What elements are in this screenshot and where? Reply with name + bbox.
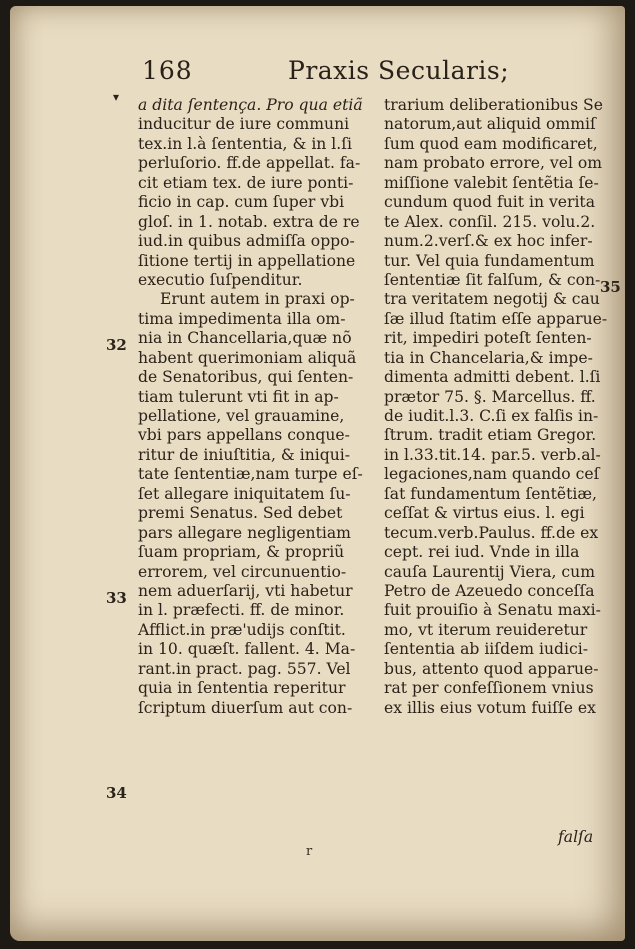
text-line: in l. præfecti. ff. de minor. bbox=[138, 601, 345, 620]
text-line: nem aduerſarij, vti habetur bbox=[138, 581, 353, 600]
text-line: tra veritatem negotij & cau bbox=[384, 290, 600, 309]
text-line: iud.in quibus admiſſa oppo- bbox=[138, 232, 355, 251]
page-number: 168 bbox=[142, 56, 193, 85]
text-line: ſententia ab iiſdem iudici- bbox=[384, 640, 589, 659]
text-line: pars allegare negligentiam bbox=[138, 523, 351, 542]
text-line: te Alex. conſil. 215. volu.2. bbox=[384, 212, 596, 231]
text-line: ſuam propriam, & propriũ bbox=[138, 543, 345, 562]
signature-mark: r bbox=[306, 844, 313, 859]
text-line: tecum.verb.Paulus. ff.de ex bbox=[384, 523, 599, 542]
text-line: ſum quod eam modificaret, bbox=[384, 134, 598, 153]
text-line: miſſione valebit ſentẽtia ſe- bbox=[384, 173, 599, 192]
text-line: ſententiæ ſit falſum, & con- bbox=[384, 270, 601, 289]
book-page bbox=[10, 6, 625, 941]
text-line: ſet allegare iniquitatem ſu- bbox=[138, 484, 351, 503]
text-line: in 10. quæſt. fallent. 4. Ma- bbox=[138, 640, 356, 659]
text-line: trarium deliberationibus Se bbox=[384, 96, 603, 114]
text-line: cauſa Laurentij Viera, cum bbox=[384, 562, 595, 581]
right-column bbox=[384, 96, 614, 718]
text-line: prætor 75. §. Marcellus. ff. bbox=[384, 387, 596, 406]
text-line: ſitione tertij in appellatione bbox=[138, 251, 356, 270]
text-line: de Senatoribus, qui ſenten- bbox=[138, 368, 354, 387]
catchword: falſa bbox=[558, 828, 594, 846]
text-line: cundum quod fuit in verita bbox=[384, 193, 595, 212]
text-line: nia in Chancellaria,quæ nõ bbox=[138, 329, 352, 348]
text-line: tate ſententiæ,nam turpe eſ- bbox=[138, 465, 363, 484]
text-line: tiam tulerunt vti fit in ap- bbox=[138, 387, 339, 406]
text-line: tex.in l.à ſententia, & in l.ſi bbox=[138, 134, 353, 153]
text-line: bus, attento quod apparue- bbox=[384, 659, 599, 678]
text-line: fuit prouiſio à Senatu maxi- bbox=[384, 601, 601, 620]
margin-number-32: 32 bbox=[106, 336, 127, 354]
text-line: rant.in pract. pag. 557. Vel bbox=[138, 659, 351, 678]
text-line: natorum,aut aliquid ommiſ bbox=[384, 115, 596, 134]
text-line: rit, impediri poteſt ſenten- bbox=[384, 329, 592, 348]
text-line: rat per confeſſionem vnius bbox=[384, 679, 594, 698]
margin-number-33: 33 bbox=[106, 589, 127, 607]
text-line: tia in Chancelaria,& impe- bbox=[384, 348, 593, 367]
text-line: num.2.verſ.& ex hoc infer- bbox=[384, 232, 593, 251]
text-line: ſcriptum diuerſum aut con- bbox=[138, 698, 353, 717]
text-line: cit etiam tex. de iure ponti- bbox=[138, 173, 354, 192]
running-title: Praxis Secularis; bbox=[288, 56, 510, 85]
text-line: Afflict.in præ'udijs conſtit. bbox=[138, 620, 346, 639]
text-line: tima impedimenta illa om- bbox=[138, 309, 346, 328]
text-line: cept. rei iud. Vnde in illa bbox=[384, 543, 580, 562]
text-line: ceſſat & virtus eius. l. egi bbox=[384, 504, 585, 523]
margin-number-34: 34 bbox=[106, 784, 127, 802]
corner-mark: ▾ bbox=[113, 90, 120, 104]
text-line: errorem, vel circunuentio- bbox=[138, 562, 347, 581]
text-line: legaciones,nam quando ceſ bbox=[384, 465, 600, 484]
page-header bbox=[10, 48, 625, 88]
text-line: a dita ſentença. Pro qua etiã bbox=[138, 96, 363, 114]
text-line: vbi pars appellans conque- bbox=[138, 426, 350, 445]
text-line: gloſ. in 1. notab. extra de re bbox=[138, 212, 360, 231]
text-line: executio ſuſpenditur. bbox=[138, 270, 303, 289]
text-line: premi Senatus. Sed debet bbox=[138, 504, 343, 523]
text-line: ſtrum. tradit etiam Gregor. bbox=[384, 426, 597, 445]
text-line: nam probato errore, vel om bbox=[384, 154, 603, 173]
text-line: mo, vt iterum reuideretur bbox=[384, 620, 588, 639]
text-line: perluſorio. ff.de appellat. fa- bbox=[138, 154, 361, 173]
left-column bbox=[138, 96, 378, 718]
text-line: ritur de iniuſtitia, & iniqui- bbox=[138, 445, 351, 464]
text-line: quia in ſententia reperitur bbox=[138, 679, 346, 698]
text-line: Erunt autem in praxi op- bbox=[160, 290, 355, 309]
text-line: Petro de Azeuedo conceſſa bbox=[384, 581, 595, 600]
text-line: ex illis eius votum fuiſſe ex bbox=[384, 698, 596, 717]
text-line: habent querimoniam aliquã bbox=[138, 348, 357, 367]
text-line: in l.33.tit.14. par.5. verb.al- bbox=[384, 445, 601, 464]
text-line: ſat fundamentum ſentẽtiæ, bbox=[384, 484, 597, 503]
text-line: pellatione, vel grauamine, bbox=[138, 407, 345, 425]
text-line: de iudit.l.3. C.ſi ex falſis in- bbox=[384, 407, 599, 425]
text-line: ficio in cap. cum ſuper vbi bbox=[138, 193, 345, 212]
text-line: tur. Vel quia fundamentum bbox=[384, 251, 595, 270]
margin-number-35: 35 bbox=[600, 278, 621, 296]
text-line: dimenta admitti debent. l.ſi bbox=[384, 368, 601, 387]
text-line: inducitur de iure communi bbox=[138, 115, 350, 134]
text-line: ſæ illud ſtatim eſſe apparue- bbox=[384, 309, 608, 328]
